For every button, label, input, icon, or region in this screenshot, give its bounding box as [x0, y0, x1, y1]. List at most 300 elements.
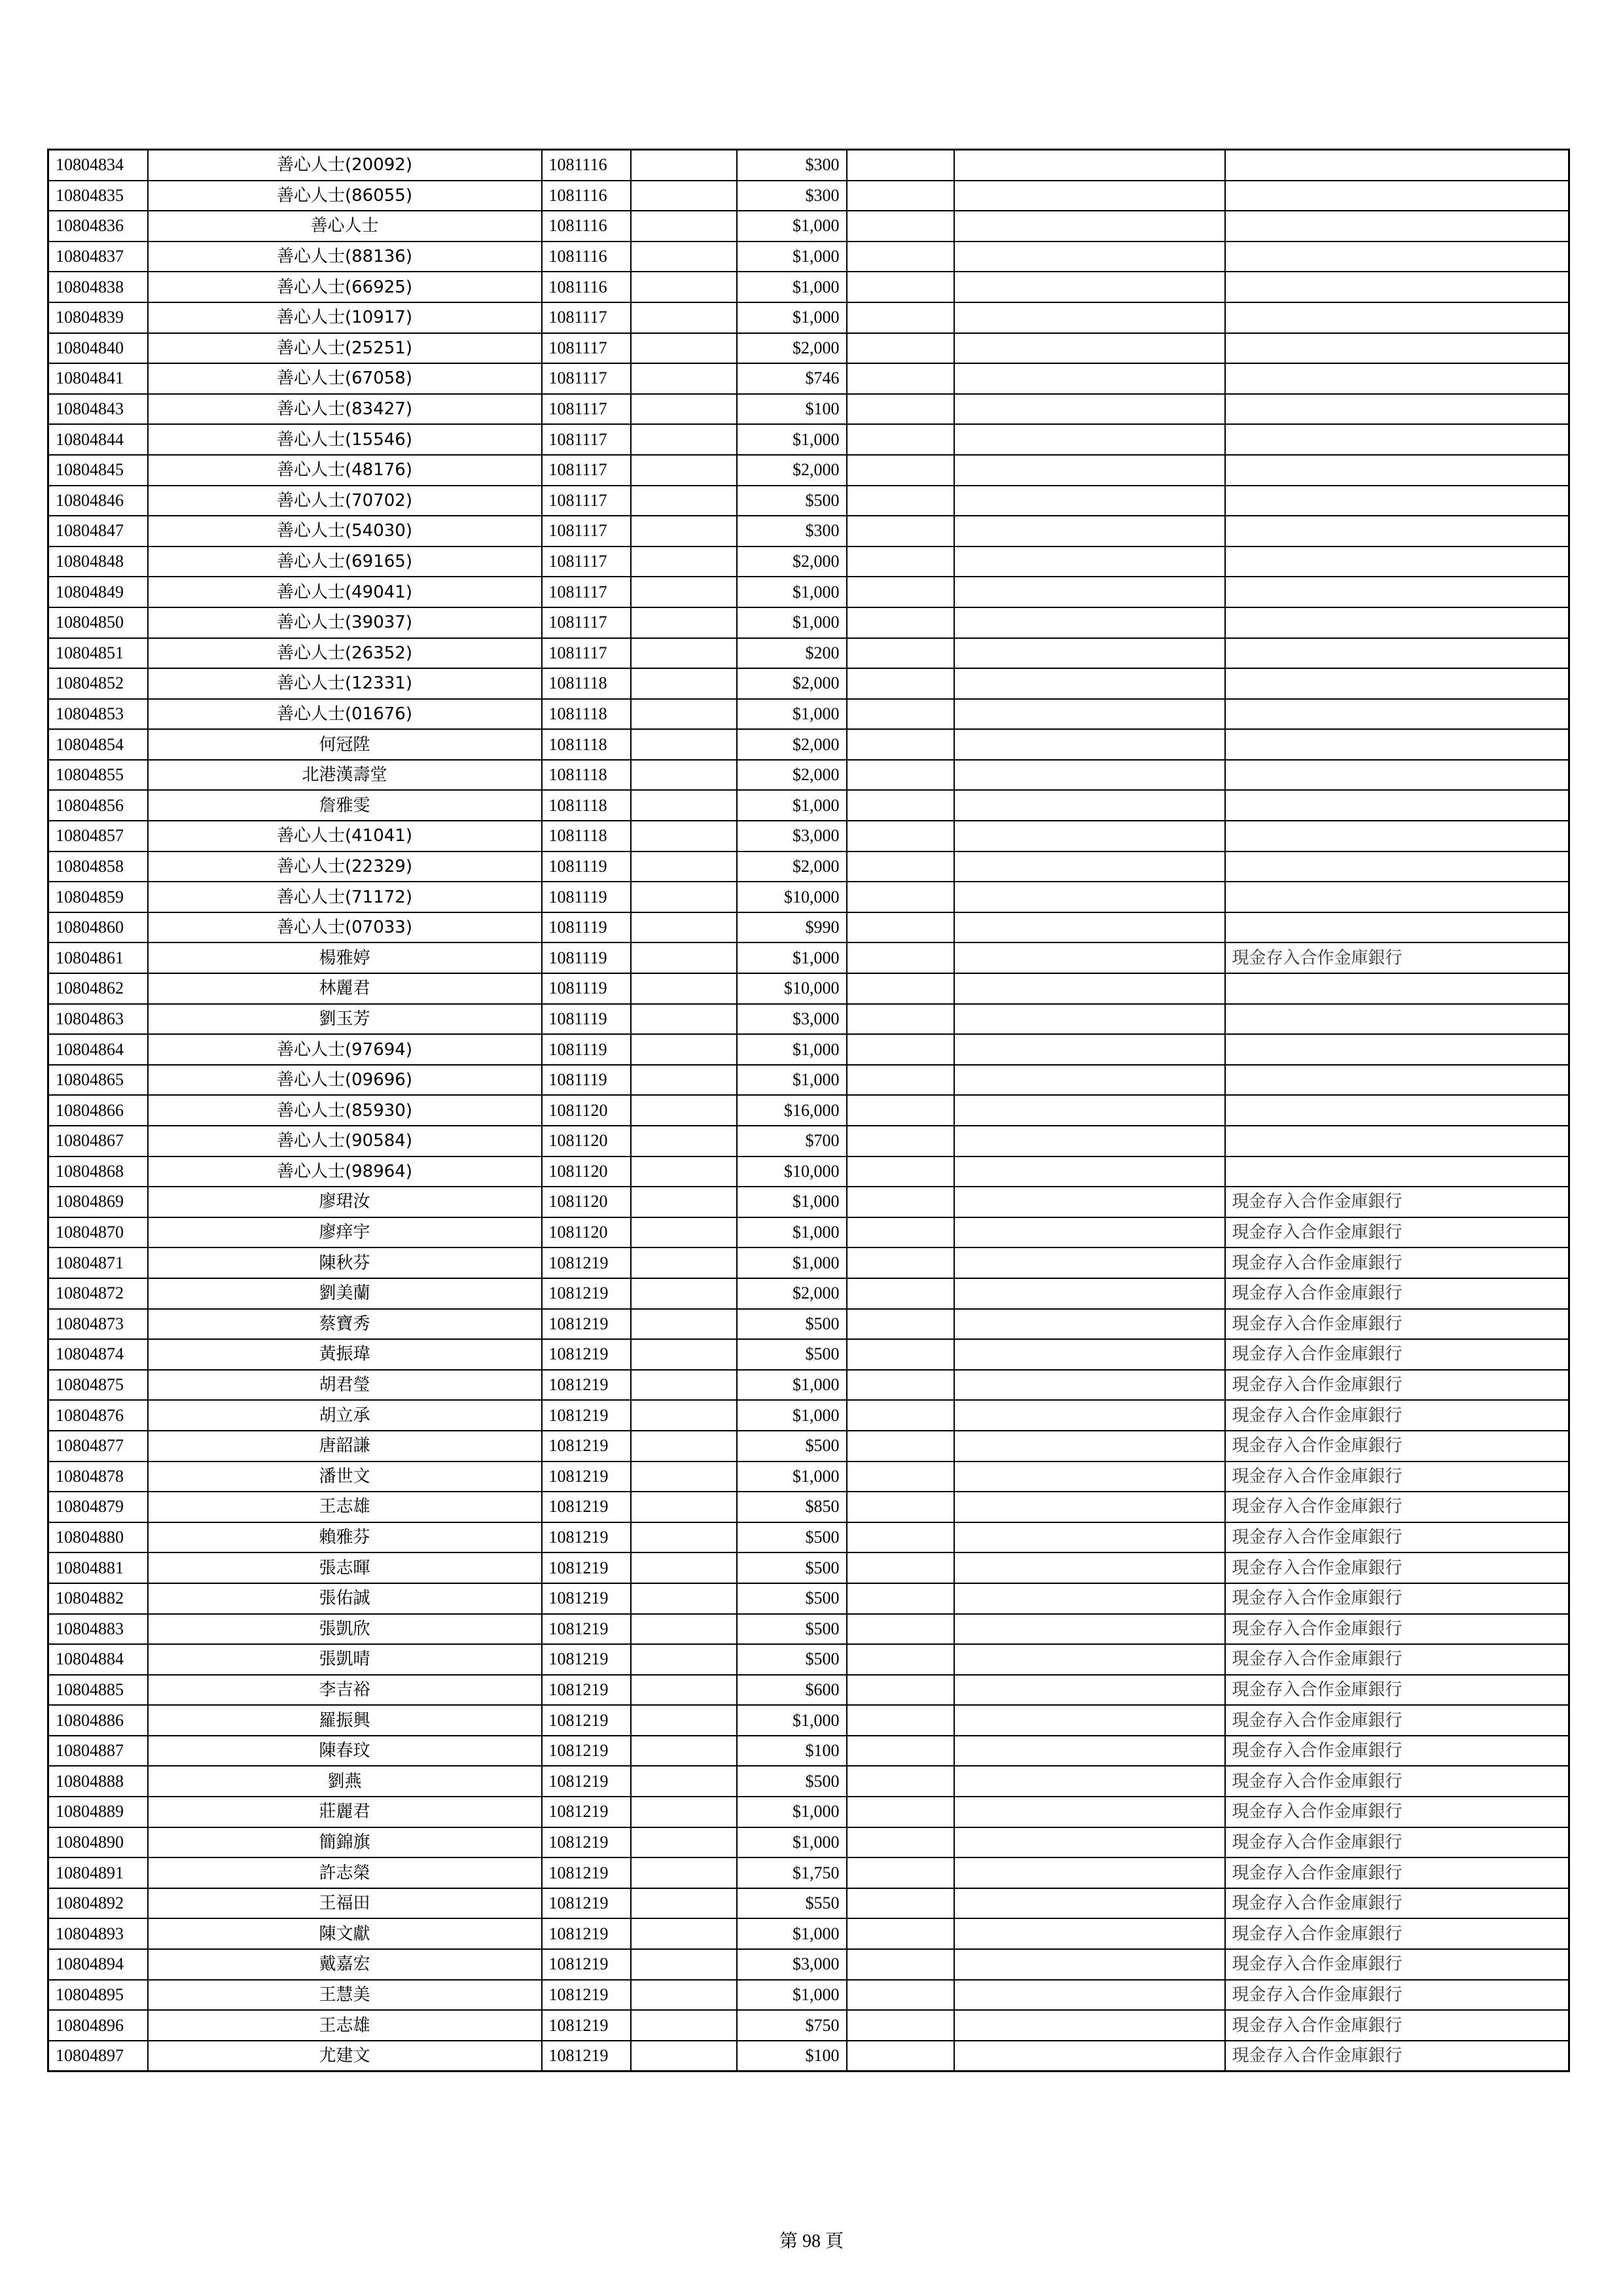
table-row — [48, 973, 1569, 1004]
donor-name-cell: 林麗君 — [148, 973, 542, 1004]
blank-cell — [954, 912, 1225, 943]
blank-cell — [631, 181, 737, 211]
amount-cell: $1,000 — [737, 1247, 847, 1278]
remark-cell — [1225, 1065, 1569, 1096]
blank-cell — [954, 1157, 1225, 1187]
blank-cell — [847, 577, 954, 607]
blank-cell — [847, 1552, 954, 1583]
blank-cell — [631, 607, 737, 638]
remark-cell — [1225, 181, 1569, 211]
blank-cell — [954, 1004, 1225, 1035]
remark-cell: 現金存入合作金庫銀行 — [1225, 1278, 1569, 1309]
donation-date-cell: 1081118 — [542, 821, 631, 852]
blank-cell — [847, 1278, 954, 1309]
amount-cell: $3,000 — [737, 1004, 847, 1035]
remark-cell: 現金存入合作金庫銀行 — [1225, 1217, 1569, 1248]
table-row — [48, 1462, 1569, 1492]
donation-date-cell: 1081219 — [542, 1644, 631, 1675]
donor-name-cell: 劉玉芳 — [148, 1004, 542, 1035]
amount-cell: $1,000 — [737, 1187, 847, 1217]
blank-cell — [631, 1278, 737, 1309]
receipt-id-cell: 10804867 — [48, 1126, 148, 1157]
donor-name-cell: 善心人士(26352) — [148, 638, 542, 669]
table-row — [48, 1278, 1569, 1309]
blank-cell — [954, 1949, 1225, 1980]
blank-cell — [847, 211, 954, 242]
blank-cell — [631, 1827, 737, 1858]
donation-date-cell: 1081120 — [542, 1217, 631, 1248]
blank-cell — [954, 1339, 1225, 1370]
blank-cell — [631, 1095, 737, 1126]
blank-cell — [847, 302, 954, 333]
receipt-id-cell: 10804892 — [48, 1888, 148, 1919]
blank-cell — [954, 181, 1225, 211]
amount-cell: $1,000 — [737, 699, 847, 730]
receipt-id-cell: 10804881 — [48, 1552, 148, 1583]
blank-cell — [631, 1247, 737, 1278]
amount-cell: $1,000 — [737, 424, 847, 455]
receipt-id-cell: 10804863 — [48, 1004, 148, 1035]
receipt-id-cell: 10804835 — [48, 181, 148, 211]
blank-cell — [847, 1736, 954, 1767]
table-row — [48, 790, 1569, 821]
donation-date-cell: 1081119 — [542, 1004, 631, 1035]
amount-cell: $1,000 — [737, 272, 847, 302]
donation-ledger-table — [47, 149, 1570, 2072]
blank-cell — [847, 790, 954, 821]
remark-cell — [1225, 150, 1569, 181]
remark-cell: 現金存入合作金庫銀行 — [1225, 942, 1569, 973]
table-row — [48, 1766, 1569, 1797]
blank-cell — [847, 1339, 954, 1370]
table-row — [48, 1918, 1569, 1949]
receipt-id-cell: 10804866 — [48, 1095, 148, 1126]
amount-cell: $850 — [737, 1492, 847, 1522]
donor-name-cell: 唐韶謙 — [148, 1431, 542, 1462]
remark-cell: 現金存入合作金庫銀行 — [1225, 1339, 1569, 1370]
blank-cell — [847, 1095, 954, 1126]
donor-name-cell: 潘世文 — [148, 1462, 542, 1492]
table-row — [48, 607, 1569, 638]
remark-cell — [1225, 760, 1569, 791]
blank-cell — [847, 1400, 954, 1431]
remark-cell: 現金存入合作金庫銀行 — [1225, 1583, 1569, 1614]
receipt-id-cell: 10804843 — [48, 394, 148, 425]
donor-name-cell: 善心人士(90584) — [148, 1126, 542, 1157]
remark-cell: 現金存入合作金庫銀行 — [1225, 1797, 1569, 1827]
receipt-id-cell: 10804852 — [48, 668, 148, 699]
blank-cell — [847, 394, 954, 425]
blank-cell — [631, 1339, 737, 1370]
blank-cell — [847, 942, 954, 973]
blank-cell — [954, 1705, 1225, 1736]
donation-date-cell: 1081219 — [542, 1857, 631, 1888]
remark-cell: 現金存入合作金庫銀行 — [1225, 1309, 1569, 1340]
amount-cell: $100 — [737, 394, 847, 425]
donation-date-cell: 1081219 — [542, 1278, 631, 1309]
table-row — [48, 882, 1569, 912]
table-row — [48, 150, 1569, 181]
donor-name-cell: 善心人士(54030) — [148, 516, 542, 547]
receipt-id-cell: 10804858 — [48, 852, 148, 882]
blank-cell — [847, 607, 954, 638]
amount-cell: $10,000 — [737, 1157, 847, 1187]
table-row — [48, 1004, 1569, 1035]
table-row — [48, 1888, 1569, 1919]
donor-name-cell: 楊雅婷 — [148, 942, 542, 973]
table-row — [48, 1980, 1569, 2011]
blank-cell — [954, 363, 1225, 394]
blank-cell — [847, 150, 954, 181]
amount-cell: $1,000 — [737, 1217, 847, 1248]
blank-cell — [954, 577, 1225, 607]
amount-cell: $1,000 — [737, 790, 847, 821]
table-row — [48, 302, 1569, 333]
blank-cell — [847, 1065, 954, 1096]
amount-cell: $550 — [737, 1888, 847, 1919]
receipt-id-cell: 10804850 — [48, 607, 148, 638]
amount-cell: $500 — [737, 1614, 847, 1645]
table-row — [48, 1949, 1569, 1980]
donation-date-cell: 1081117 — [542, 455, 631, 486]
receipt-id-cell: 10804837 — [48, 242, 148, 272]
donation-date-cell: 1081119 — [542, 1065, 631, 1096]
blank-cell — [847, 668, 954, 699]
remark-cell — [1225, 1157, 1569, 1187]
table-row — [48, 424, 1569, 455]
amount-cell: $2,000 — [737, 1278, 847, 1309]
receipt-id-cell: 10804891 — [48, 1857, 148, 1888]
remark-cell: 現金存入合作金庫銀行 — [1225, 1431, 1569, 1462]
donation-date-cell: 1081219 — [542, 1462, 631, 1492]
blank-cell — [954, 1370, 1225, 1401]
blank-cell — [954, 302, 1225, 333]
receipt-id-cell: 10804859 — [48, 882, 148, 912]
donor-name-cell: 善心人士(85930) — [148, 1095, 542, 1126]
blank-cell — [847, 699, 954, 730]
blank-cell — [631, 302, 737, 333]
donation-date-cell: 1081120 — [542, 1126, 631, 1157]
blank-cell — [631, 1614, 737, 1645]
blank-cell — [954, 1522, 1225, 1553]
amount-cell: $1,000 — [737, 1370, 847, 1401]
receipt-id-cell: 10804876 — [48, 1400, 148, 1431]
blank-cell — [847, 363, 954, 394]
donation-date-cell: 1081117 — [542, 486, 631, 516]
receipt-id-cell: 10804834 — [48, 150, 148, 181]
amount-cell: $1,000 — [737, 242, 847, 272]
receipt-id-cell: 10804861 — [48, 942, 148, 973]
table-row — [48, 211, 1569, 242]
amount-cell: $1,000 — [737, 1065, 847, 1096]
table-row — [48, 1614, 1569, 1645]
blank-cell — [954, 1462, 1225, 1492]
table-row — [48, 852, 1569, 882]
donor-name-cell: 陳文獻 — [148, 1918, 542, 1949]
table-row — [48, 1095, 1569, 1126]
receipt-id-cell: 10804874 — [48, 1339, 148, 1370]
amount-cell: $300 — [737, 516, 847, 547]
remark-cell: 現金存入合作金庫銀行 — [1225, 1400, 1569, 1431]
remark-cell: 現金存入合作金庫銀行 — [1225, 1522, 1569, 1553]
blank-cell — [954, 1309, 1225, 1340]
blank-cell — [954, 1247, 1225, 1278]
donor-name-cell: 賴雅芬 — [148, 1522, 542, 1553]
blank-cell — [954, 1552, 1225, 1583]
blank-cell — [631, 1004, 737, 1035]
receipt-id-cell: 10804868 — [48, 1157, 148, 1187]
blank-cell — [954, 973, 1225, 1004]
blank-cell — [954, 1675, 1225, 1706]
remark-cell — [1225, 912, 1569, 943]
receipt-id-cell: 10804860 — [48, 912, 148, 943]
remark-cell — [1225, 363, 1569, 394]
donation-date-cell: 1081219 — [542, 1583, 631, 1614]
blank-cell — [847, 1827, 954, 1858]
amount-cell: $1,000 — [737, 1918, 847, 1949]
table-row — [48, 2041, 1569, 2072]
donor-name-cell: 善心人士 — [148, 211, 542, 242]
table-row — [48, 1705, 1569, 1736]
blank-cell — [631, 1370, 737, 1401]
remark-cell: 現金存入合作金庫銀行 — [1225, 1644, 1569, 1675]
blank-cell — [954, 1827, 1225, 1858]
receipt-id-cell: 10804879 — [48, 1492, 148, 1522]
amount-cell: $1,000 — [737, 1034, 847, 1065]
donor-name-cell: 善心人士(67058) — [148, 363, 542, 394]
amount-cell: $200 — [737, 638, 847, 669]
donation-date-cell: 1081119 — [542, 1034, 631, 1065]
donation-date-cell: 1081116 — [542, 211, 631, 242]
amount-cell: $10,000 — [737, 973, 847, 1004]
receipt-id-cell: 10804877 — [48, 1431, 148, 1462]
receipt-id-cell: 10804871 — [48, 1247, 148, 1278]
receipt-id-cell: 10804847 — [48, 516, 148, 547]
remark-cell: 現金存入合作金庫銀行 — [1225, 1705, 1569, 1736]
donor-name-cell: 善心人士(83427) — [148, 394, 542, 425]
blank-cell — [631, 2010, 737, 2041]
blank-cell — [847, 486, 954, 516]
donation-date-cell: 1081118 — [542, 699, 631, 730]
donor-name-cell: 善心人士(97694) — [148, 1034, 542, 1065]
blank-cell — [631, 638, 737, 669]
blank-cell — [954, 1095, 1225, 1126]
blank-cell — [954, 1766, 1225, 1797]
remark-cell — [1225, 821, 1569, 852]
blank-cell — [954, 2010, 1225, 2041]
remark-cell — [1225, 516, 1569, 547]
donation-date-cell: 1081119 — [542, 882, 631, 912]
blank-cell — [954, 1065, 1225, 1096]
donor-name-cell: 善心人士(69165) — [148, 547, 542, 577]
donor-name-cell: 劉美蘭 — [148, 1278, 542, 1309]
blank-cell — [847, 1187, 954, 1217]
amount-cell: $3,000 — [737, 821, 847, 852]
blank-cell — [847, 1888, 954, 1919]
donor-name-cell: 劉燕 — [148, 1766, 542, 1797]
amount-cell: $1,000 — [737, 1462, 847, 1492]
table-row — [48, 516, 1569, 547]
blank-cell — [954, 790, 1225, 821]
amount-cell: $2,000 — [737, 547, 847, 577]
blank-cell — [631, 1644, 737, 1675]
blank-cell — [954, 852, 1225, 882]
amount-cell: $700 — [737, 1126, 847, 1157]
amount-cell: $2,000 — [737, 852, 847, 882]
donor-name-cell: 善心人士(25251) — [148, 333, 542, 364]
blank-cell — [631, 1766, 737, 1797]
blank-cell — [954, 729, 1225, 760]
donation-date-cell: 1081219 — [542, 1339, 631, 1370]
amount-cell: $16,000 — [737, 1095, 847, 1126]
receipt-id-cell: 10804869 — [48, 1187, 148, 1217]
donor-name-cell: 善心人士(70702) — [148, 486, 542, 516]
blank-cell — [847, 424, 954, 455]
table-row — [48, 729, 1569, 760]
receipt-id-cell: 10804836 — [48, 211, 148, 242]
blank-cell — [631, 1126, 737, 1157]
page-number: 第 98 頁 — [779, 2231, 844, 2251]
blank-cell — [954, 760, 1225, 791]
remark-cell — [1225, 973, 1569, 1004]
donor-name-cell: 張佑誠 — [148, 1583, 542, 1614]
donation-date-cell: 1081118 — [542, 729, 631, 760]
blank-cell — [631, 790, 737, 821]
donation-date-cell: 1081219 — [542, 1827, 631, 1858]
table-row — [48, 333, 1569, 364]
donor-name-cell: 善心人士(49041) — [148, 577, 542, 607]
blank-cell — [847, 272, 954, 302]
blank-cell — [631, 912, 737, 943]
blank-cell — [954, 150, 1225, 181]
amount-cell: $2,000 — [737, 729, 847, 760]
donation-date-cell: 1081219 — [542, 1736, 631, 1767]
table-row — [48, 1065, 1569, 1096]
blank-cell — [847, 1004, 954, 1035]
remark-cell: 現金存入合作金庫銀行 — [1225, 1675, 1569, 1706]
donation-date-cell: 1081116 — [542, 242, 631, 272]
donor-name-cell: 張凱欣 — [148, 1614, 542, 1645]
blank-cell — [631, 852, 737, 882]
donor-name-cell: 王志雄 — [148, 2010, 542, 2041]
blank-cell — [631, 577, 737, 607]
amount-cell: $990 — [737, 912, 847, 943]
table-row — [48, 1431, 1569, 1462]
blank-cell — [847, 1797, 954, 1827]
blank-cell — [631, 1705, 737, 1736]
blank-cell — [847, 1126, 954, 1157]
receipt-id-cell: 10804851 — [48, 638, 148, 669]
donor-name-cell: 莊麗君 — [148, 1797, 542, 1827]
donor-name-cell: 善心人士(01676) — [148, 699, 542, 730]
receipt-id-cell: 10804885 — [48, 1675, 148, 1706]
donor-name-cell: 王慧美 — [148, 1980, 542, 2011]
blank-cell — [631, 242, 737, 272]
amount-cell: $1,000 — [737, 1705, 847, 1736]
donation-date-cell: 1081219 — [542, 1675, 631, 1706]
donor-name-cell: 李吉裕 — [148, 1675, 542, 1706]
donation-date-cell: 1081219 — [542, 1949, 631, 1980]
blank-cell — [631, 1675, 737, 1706]
table-row — [48, 1309, 1569, 1340]
receipt-id-cell: 10804882 — [48, 1583, 148, 1614]
table-row — [48, 1675, 1569, 1706]
donation-date-cell: 1081219 — [542, 1614, 631, 1645]
blank-cell — [847, 2010, 954, 2041]
remark-cell: 現金存入合作金庫銀行 — [1225, 1462, 1569, 1492]
donation-date-cell: 1081117 — [542, 547, 631, 577]
remark-cell: 現金存入合作金庫銀行 — [1225, 1552, 1569, 1583]
donor-name-cell: 廖痒宇 — [148, 1217, 542, 1248]
donor-name-cell: 善心人士(39037) — [148, 607, 542, 638]
receipt-id-cell: 10804846 — [48, 486, 148, 516]
donation-date-cell: 1081219 — [542, 1370, 631, 1401]
donor-name-cell: 羅振興 — [148, 1705, 542, 1736]
remark-cell: 現金存入合作金庫銀行 — [1225, 1370, 1569, 1401]
amount-cell: $500 — [737, 1522, 847, 1553]
blank-cell — [954, 699, 1225, 730]
donation-date-cell: 1081219 — [542, 1492, 631, 1522]
donor-name-cell: 胡君瑩 — [148, 1370, 542, 1401]
amount-cell: $1,750 — [737, 1857, 847, 1888]
blank-cell — [847, 1431, 954, 1462]
remark-cell: 現金存入合作金庫銀行 — [1225, 1736, 1569, 1767]
blank-cell — [631, 150, 737, 181]
donor-name-cell: 陳秋芬 — [148, 1247, 542, 1278]
blank-cell — [847, 1370, 954, 1401]
donor-name-cell: 善心人士(86055) — [148, 181, 542, 211]
receipt-id-cell: 10804872 — [48, 1278, 148, 1309]
amount-cell: $500 — [737, 1431, 847, 1462]
table-row — [48, 363, 1569, 394]
amount-cell: $500 — [737, 1766, 847, 1797]
amount-cell: $500 — [737, 486, 847, 516]
blank-cell — [631, 1583, 737, 1614]
donation-date-cell: 1081117 — [542, 577, 631, 607]
donor-name-cell: 善心人士(20092) — [148, 150, 542, 181]
blank-cell — [847, 729, 954, 760]
blank-cell — [847, 1034, 954, 1065]
donor-name-cell: 善心人士(12331) — [148, 668, 542, 699]
amount-cell: $1,000 — [737, 302, 847, 333]
blank-cell — [847, 242, 954, 272]
remark-cell — [1225, 302, 1569, 333]
blank-cell — [847, 333, 954, 364]
receipt-id-cell: 10804855 — [48, 760, 148, 791]
blank-cell — [631, 272, 737, 302]
ledger-body — [48, 150, 1569, 2072]
blank-cell — [631, 1888, 737, 1919]
blank-cell — [954, 547, 1225, 577]
blank-cell — [847, 1309, 954, 1340]
receipt-id-cell: 10804896 — [48, 2010, 148, 2041]
remark-cell: 現金存入合作金庫銀行 — [1225, 1187, 1569, 1217]
donor-name-cell: 張志暉 — [148, 1552, 542, 1583]
table-row — [48, 638, 1569, 669]
receipt-id-cell: 10804854 — [48, 729, 148, 760]
remark-cell — [1225, 882, 1569, 912]
blank-cell — [954, 1278, 1225, 1309]
remark-cell — [1225, 333, 1569, 364]
blank-cell — [631, 942, 737, 973]
blank-cell — [954, 1492, 1225, 1522]
donation-date-cell: 1081219 — [542, 1431, 631, 1462]
blank-cell — [631, 333, 737, 364]
remark-cell — [1225, 242, 1569, 272]
table-row — [48, 1400, 1569, 1431]
amount-cell: $1,000 — [737, 1400, 847, 1431]
table-row — [48, 1247, 1569, 1278]
